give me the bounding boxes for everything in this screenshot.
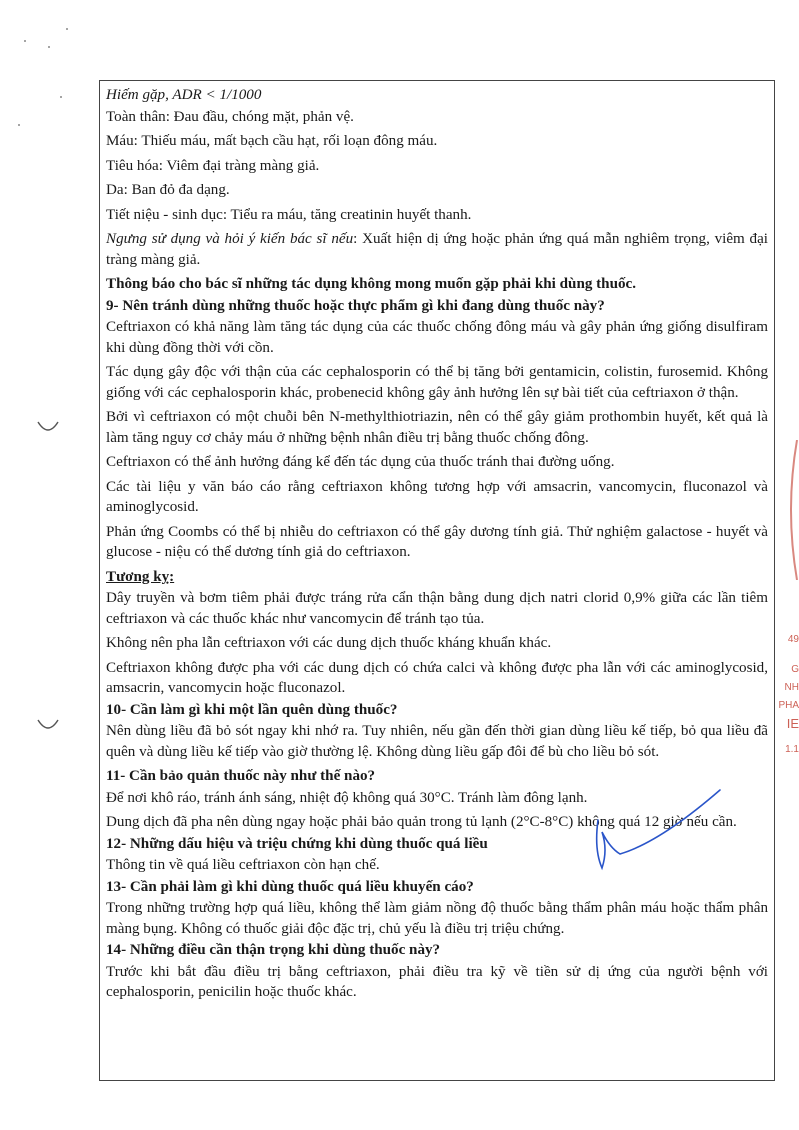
section-9-paragraph: Tác dụng gây độc với thận của các cephalosporin có thể bị tăng bởi gentamicin, colistin, furosemid. Không giống với các cephalosporin khác, probenecid không gây ảnh hưởng lên sự bài tiết của ceftriaxon ở thận. bbox=[106, 364, 768, 401]
compatibility-paragraph: Dây truyền và bơm tiêm phải được tráng rửa cẩn thận bằng dung dịch natri clorid 0,9% giữa các lần tiêm ceftriaxon và các thuốc khác như vancomycin để tránh tạo tủa. bbox=[106, 590, 768, 627]
stamp-text-fragment: IE bbox=[786, 716, 799, 731]
section-10-heading: 10- Cần làm gì khi một lần quên dùng thuốc? bbox=[106, 701, 398, 718]
compatibility-paragraph: Ceftriaxon không được pha với các dung dịch có chứa calci và không được pha lẫn với các aminoglycosid, amsacrin, vancomycin hoặc fluconazol. bbox=[106, 659, 768, 696]
rare-adr-line: Máu: Thiếu máu, mất bạch cầu hạt, rối loạn đông máu. bbox=[106, 133, 438, 149]
section-9-paragraph: Ceftriaxon có khả năng làm tăng tác dụng của các thuốc chống đông máu và gây phản ứng giống disulfiram khi dùng đồng thời với cồn. bbox=[106, 319, 768, 356]
rare-adr-title: Hiếm gặp, ADR < 1/1000 bbox=[106, 87, 262, 103]
stamp-text-fragment: NH bbox=[784, 682, 799, 693]
notify-doctor-note: Thông báo cho bác sĩ những tác dụng không mong muốn gặp phải khi dùng thuốc. bbox=[106, 276, 636, 292]
section-9-paragraph: Bởi vì ceftriaxon có một chuỗi bên N-methylthiotriazin, nên có thể gây giảm prothombin huyết, kết quả là làm tăng nguy cơ chảy máu ở những bệnh nhân điều trị bằng thuốc chống đông. bbox=[106, 409, 768, 446]
binder-hole-mark bbox=[36, 718, 60, 734]
stop-use-label: Ngưng sử dụng và hỏi ý kiến bác sĩ nếu bbox=[106, 231, 354, 247]
section-11-paragraph: Dung dịch đã pha nên dùng ngay hoặc phải bảo quản trong tủ lạnh (2°C-8°C) không quá 12 giờ nếu cần. bbox=[106, 814, 737, 830]
compatibility-heading: Tương kỵ: bbox=[106, 568, 175, 585]
section-13-heading: 13- Cần phải làm gì khi dùng thuốc quá liều khuyến cáo? bbox=[106, 878, 474, 895]
section-12-heading: 12- Những dấu hiệu và triệu chứng khi dùng thuốc quá liều bbox=[106, 835, 488, 852]
stamp-text-fragment: 1.1 bbox=[785, 744, 799, 755]
stop-use-text: : Xuất hiện dị ứng hoặc phản ứng quá mẫn nghiêm trọng, viêm đại tràng màng giả. bbox=[106, 231, 768, 268]
section-11-heading: 11- Cần bảo quản thuốc này như thế nào? bbox=[106, 768, 376, 784]
section-14-text: Trước khi bắt đầu điều trị bằng ceftriaxon, phải điều tra kỹ về tiền sử dị ứng của người bệnh với cephalosporin, penicilin hoặc thuốc khác. bbox=[106, 963, 768, 1000]
section-11-paragraph: Để nơi khô ráo, tránh ánh sáng, nhiệt độ không quá 30°C. Tránh làm đông lạnh. bbox=[106, 789, 588, 806]
stop-use-paragraph bbox=[106, 229, 768, 270]
rare-adr-line: Tiêu hóa: Viêm đại tràng màng giả. bbox=[106, 157, 320, 174]
stamp-text-fragment: 49 bbox=[787, 634, 799, 645]
rare-adr-line: Toàn thân: Đau đầu, chóng mặt, phản vệ. bbox=[106, 108, 354, 125]
rare-adr-line: Da: Ban đỏ đa dạng. bbox=[106, 182, 230, 198]
rare-adr-line: Tiết niệu - sinh dục: Tiểu ra máu, tăng creatinin huyết thanh. bbox=[106, 206, 472, 223]
section-14-heading: 14- Những điều cần thận trọng khi dùng thuốc này? bbox=[106, 942, 441, 958]
compatibility-paragraph: Không nên pha lẫn ceftriaxon với các dung dịch thuốc kháng khuẩn khác. bbox=[106, 635, 552, 651]
stamp-text-fragment: G bbox=[791, 664, 799, 675]
section-9-heading: 9- Nên tránh dùng những thuốc hoặc thực phẩm gì khi đang dùng thuốc này? bbox=[106, 297, 605, 314]
section-9-paragraph: Ceftriaxon có thể ảnh hưởng đáng kể đến tác dụng của thuốc tránh thai đường uống. bbox=[106, 454, 615, 470]
section-13-text: Trong những trường hợp quá liều, không thể làm giảm nồng độ thuốc bằng thẩm phân máu hoặc thẩm phân màng bụng. Không có thuốc giải độc đặc trị, chủ yếu là điều trị triệu chứng. bbox=[106, 900, 768, 937]
binder-hole-mark bbox=[36, 420, 60, 436]
section-9-paragraph: Phản ứng Coombs có thể bị nhiễu do ceftriaxon có thể gây dương tính giả. Thử nghiệm galactose - huyết và glucose - niệu có thể dương tính giả do ceftriaxon. bbox=[106, 523, 768, 560]
stamp-text-fragment: PHA bbox=[778, 700, 799, 711]
document-frame bbox=[99, 80, 775, 1081]
stamp-arc bbox=[783, 440, 799, 580]
section-10-text: Nên dùng liều đã bỏ sót ngay khi nhớ ra. Tuy nhiên, nếu gần đến thời gian dùng liều kế tiếp, bỏ qua liều đã quên và dùng liều kế tiếp vào giờ thường lệ. Không dùng liều gấp đôi để bù cho liều bỏ sót. bbox=[106, 723, 768, 760]
section-12-text: Thông tin về quá liều ceftriaxon còn hạn chế. bbox=[106, 857, 380, 873]
section-9-paragraph: Các tài liệu y văn báo cáo rằng ceftriaxon không tương hợp với amsacrin, vancomycin, fluconazol và aminoglycosid. bbox=[106, 478, 768, 515]
